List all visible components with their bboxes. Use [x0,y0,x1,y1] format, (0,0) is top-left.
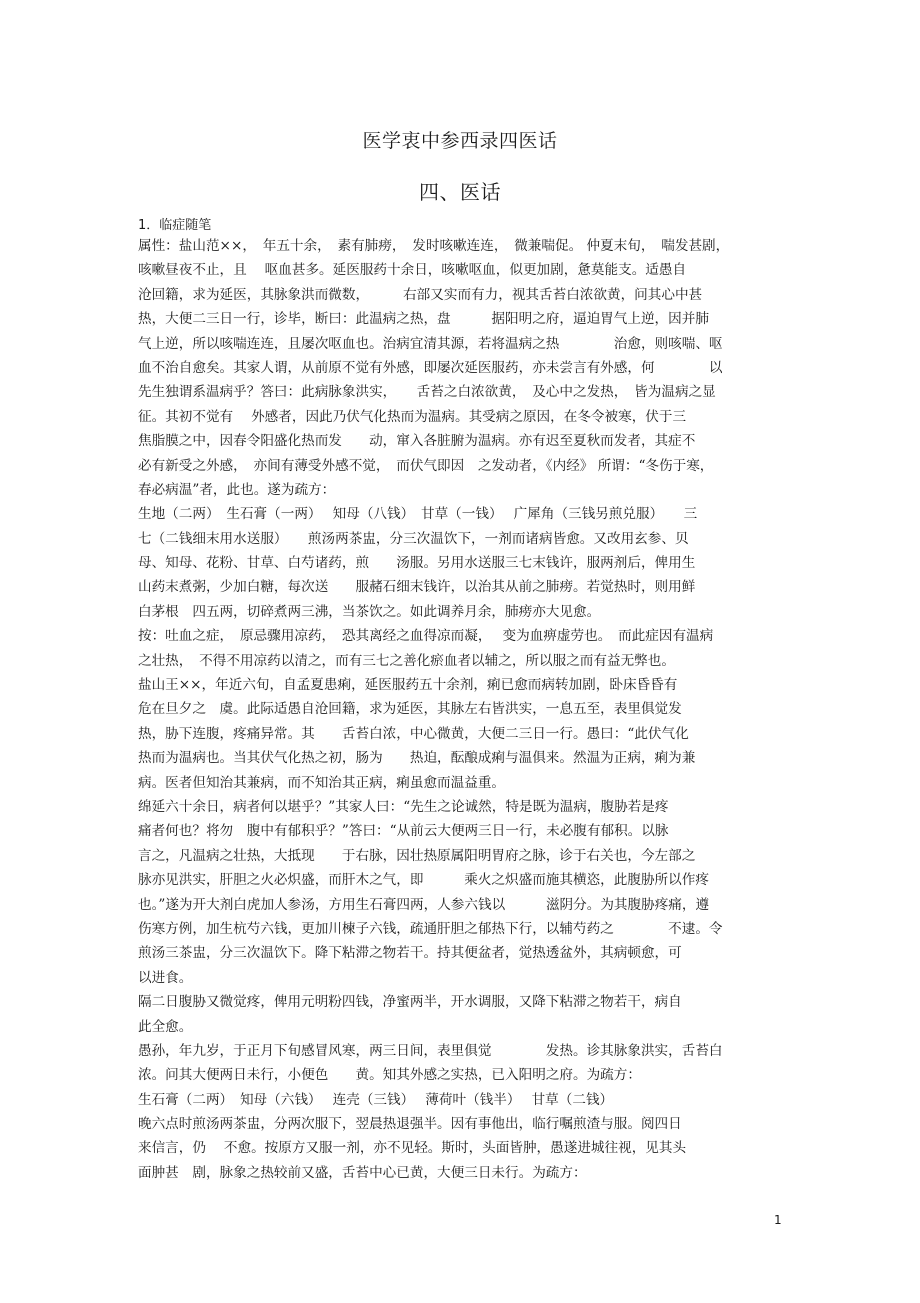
body-line: 山药末煮粥，少加白糖，每次送 服赭石细末钱许，以治其从前之肺痨。若觉热时，则用鲜 [138,579,696,596]
body-line: 绵延六十余日，病者何以堪乎？”其家人曰：“先生之论诚然，特是既为温病，腹胁若是疼 [138,798,669,815]
body-line: 沧回籍，求为延医，其脉象洪而微数， 右部又实而有力，视其舌苔白浓欲黄，问其心中甚 [138,286,703,303]
body-line: 煎汤三茶盅，分三次温饮下。降下粘滞之物若干。持其便盆者，觉热透盆外，其病顿愈，可 [138,945,682,962]
body-line: 气上逆，所以咳喘连连，且屡次呕血也。治病宜清其源，若将温病之热 治愈，则咳喘、呕 [138,335,723,352]
body-line: 七（二钱细末用水送服） 煎汤两茶盅，分三次温饮下，一剂而诸病皆愈。又改用玄参、贝 [138,530,689,547]
body-line: 热，胁下连腹，疼痛异常。其 舌苔白浓，中心微黄，大便二三日一行。愚曰：“此伏气化 [138,725,689,742]
body-line: 热，大便二三日一行，诊毕，断曰：此温病之热，盘 据阳明之府，逼迫胃气上逆，因并肺 [138,311,709,328]
body-line: 痛者何也？将勿 腹中有郁积乎？”答曰：“从前云大便两三日一行，未必腹有郁积。以脉 [138,823,669,840]
body-line: 也。”遂为开大剂白虎加人参汤，方用生石膏四两，人参六钱以 滋阴分。为其腹胁疼痛，遵 [138,896,710,913]
body-line: 隔二日腹胁又微觉疼，俾用元明粉四钱，净蜜两半，开水调服，又降下粘滞之物若干，病自 [138,994,682,1011]
body-line: 盐山王××，年近六旬，自孟夏患痢，延医服药五十余剂，痢已愈而病转加剧，卧床昏昏有 [138,677,678,694]
body-line: 晚六点时煎汤两茶盅，分两次服下，翌晨热退强半。因有事他出，临行嘱煎渣与服。阅四日 [138,1116,682,1133]
body-line: 言之，凡温病之壮热，大抵现 于右脉，因壮热原属阳明胃府之脉，诊于右关也，今左部之 [138,847,696,864]
body-line: 以进食。 [138,969,193,986]
body-line: 焦脂膜之中，因春令阳盛化热而发 动，窜入各脏腑为温病。亦有迟至夏秋而发者，其症不 [138,433,696,450]
body-text [138,234,788,1185]
section-title: 四、医话 [419,180,501,204]
body-line: 春必病温”者，此也。遂为疏方： [138,481,336,498]
body-line: 病。医者但知治其兼病，而不知治其正病，痢虽愈而温益重。 [138,774,506,791]
body-line: 浓。问其大便两日未行，小便色 黄。知其外感之实热，已入阳明之府。为疏方： [138,1067,641,1084]
body-line: 愚孙，年九岁，于正月下旬感冒风寒，两三日间，表里俱觉 发热。诊其脉象洪实，舌苔白 [138,1042,723,1059]
body-line: 热而为温病也。当其伏气化热之初，肠为 热迫，酝酿成痢与温俱来。然温为正病，痢为兼 [138,750,696,767]
body-line: 先生独谓系温病乎？答曰：此病脉象洪实， 舌苔之白浓欲黄， 及心中之发热， 皆为温病之显 [138,384,716,401]
page-number: 1 [774,1213,782,1227]
body-line: 此全愈。 [138,1018,193,1035]
body-line: 按：吐血之症， 原忌骤用凉药， 恐其离经之血得凉而凝， 变为血痹虚劳也。 而此症因有温病 [138,628,714,645]
body-line: 危在旦夕之 虞。此际适愚自沧回籍，求为延医，其脉左右皆洪实，一息五至，表里俱觉发 [138,701,682,718]
body-line: 咳嗽昼夜不止，且 呕血甚多。延医服药十余日，咳嗽呕血，似更加剧，惫莫能支。适愚自 [138,262,687,279]
body-line: 脉亦见洪实，肝胆之火必炽盛，而肝木之气，即 乘火之炽盛而施其横恣，此腹胁所以作疼 [138,872,709,889]
body-line: 伤寒方例，加生杭芍六钱，更加川楝子六钱，疏通肝胆之郁热下行，以辅芍药之 不逮。令 [138,920,723,937]
subsection-heading: 1．临症随笔 [138,218,212,233]
body-line: 面肿甚 剧，脉象之热较前又盛，舌苔中心已黄，大便三日未行。为疏方： [138,1164,587,1181]
body-line: 白茅根 四五两，切碎煮两三沸，当茶饮之。如此调养月余，肺痨亦大见愈。 [138,603,601,620]
body-line: 之壮热， 不得不用凉药以清之，而有三七之善化瘀血者以辅之，所以服之而有益无弊也。 [138,652,675,669]
body-line: 生地（二两） 生石膏（一两） 知母（八钱） 甘草（一钱） 广犀角（三钱另煎兑服） 三 [138,506,698,523]
body-line: 血不治自愈矣。其家人谓，从前原不觉有外感，即屡次延医服药，亦未尝言有外感，何 以 [138,359,723,376]
body-line: 必有新受之外感， 亦间有薄受外感不觉， 而伏气即因 之发动者，《内经》 所谓：“冬伤于寒， [138,457,714,474]
body-line: 母、知母、花粉、甘草、白芍诸药，煎 汤服。另用水送服三七末钱许，服两剂后，俾用生 [138,555,696,572]
body-line: 来信言，仍 不愈。按原方又服一剂，亦不见轻。斯时，头面皆肿，愚遂进城往视，见其头 [138,1140,687,1157]
document-title: 医学衷中参西录四医话 [362,130,558,152]
body-line: 征。其初不觉有 外感者，因此乃伏气化热而为温病。其受病之原因，在冬令被寒，伏于三 [138,408,687,425]
body-line: 属性：盐山范××， 年五十余， 素有肺痨， 发时咳嗽连连， 微兼喘促。 仲夏末旬， 喘发甚剧， [138,238,730,254]
body-line: 生石膏（二两） 知母（六钱） 连壳（三钱） 薄荷叶（钱半） 甘草（二钱） [138,1091,614,1108]
